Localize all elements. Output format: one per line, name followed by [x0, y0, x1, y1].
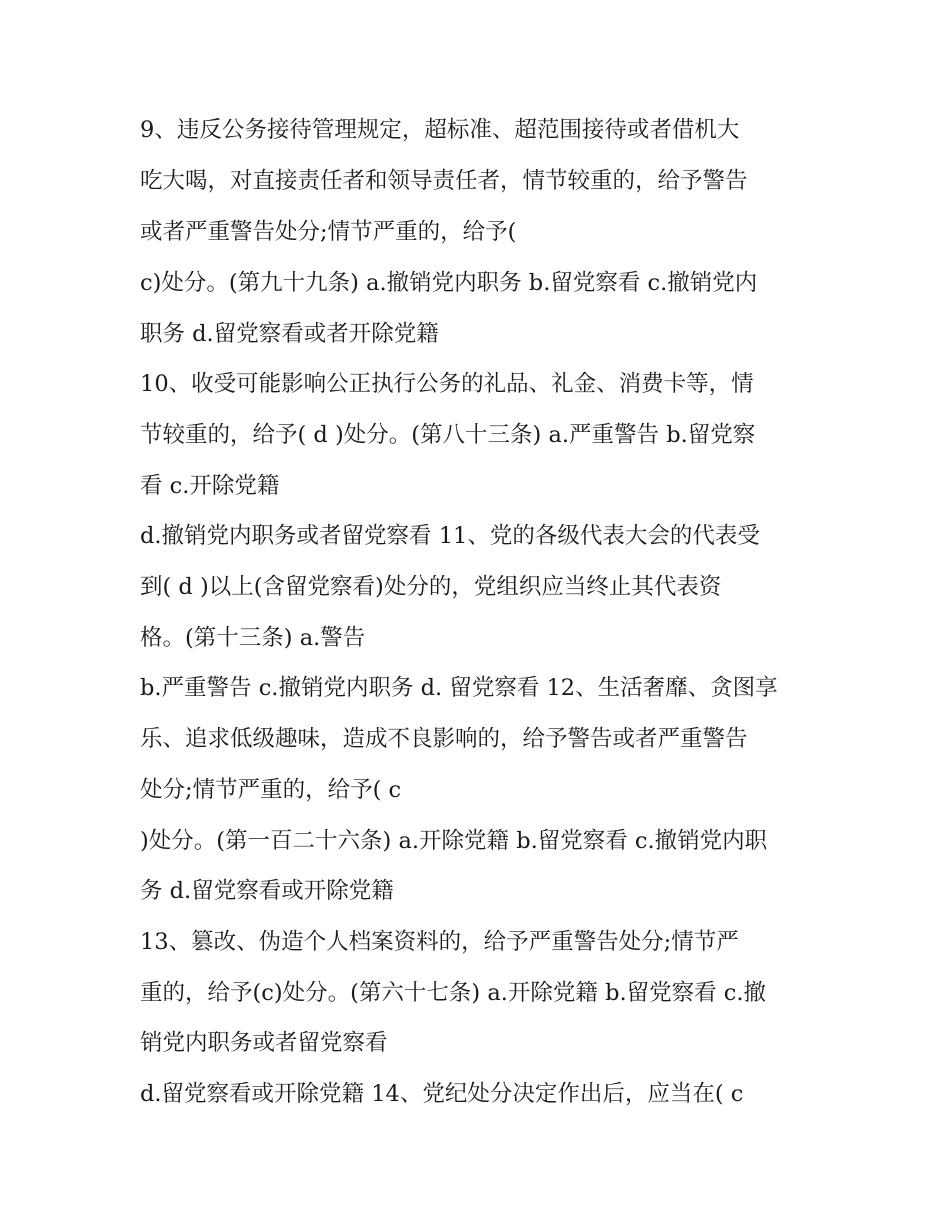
text-line: 节较重的，给予( d )处分。(第八十三条) a.严重警告 b.留党察	[140, 422, 756, 448]
text-line: 销党内职务或者留党察看	[140, 1030, 388, 1056]
text-line: )处分。(第一百二十六条) a.开除党籍 b.留党察看 c.撤销党内职	[140, 828, 768, 854]
text-line: 务 d.留党察看或开除党籍	[140, 878, 394, 904]
text-line: 处分;情节严重的，给予( c	[140, 777, 402, 803]
text-line: 9、违反公务接待管理规定，超标准、超范围接待或者借机大	[140, 117, 740, 143]
text-line: b.严重警告 c.撤销党内职务 d. 留党察看 12、生活奢靡、贪图享	[140, 675, 778, 701]
text-line: 职务 d.留党察看或者开除党籍	[140, 321, 439, 347]
text-line: 13、篡改、伪造个人档案资料的，给予严重警告处分;情节严	[140, 929, 739, 955]
text-line: d.撤销党内职务或者留党察看 11、党的各级代表大会的代表受	[140, 523, 760, 549]
text-line: 重的，给予(c)处分。(第六十七条) a.开除党籍 b.留党察看 c.撤	[140, 980, 767, 1006]
text-line: 吃大喝，对直接责任者和领导责任者，情节较重的，给予警告	[140, 168, 748, 194]
text-line: 格。(第十三条) a.警告	[140, 625, 366, 651]
text-line: 到( d )以上(含留党察看)处分的，党组织应当终止其代表资	[140, 574, 722, 600]
text-line: d.留党察看或开除党籍 14、党纪处分决定作出后，应当在( c	[140, 1081, 744, 1107]
text-line: c)处分。(第九十九条) a.撤销党内职务 b.留党察看 c.撤销党内	[140, 270, 758, 296]
text-line: 或者严重警告处分;情节严重的，给予(	[140, 219, 517, 245]
text-line: 10、收受可能影响公正执行公务的礼品、礼金、消费卡等，情	[140, 371, 754, 397]
text-line: 看 c.开除党籍	[140, 473, 280, 499]
text-line: 乐、追求低级趣味，造成不良影响的，给予警告或者严重警告	[140, 726, 748, 752]
